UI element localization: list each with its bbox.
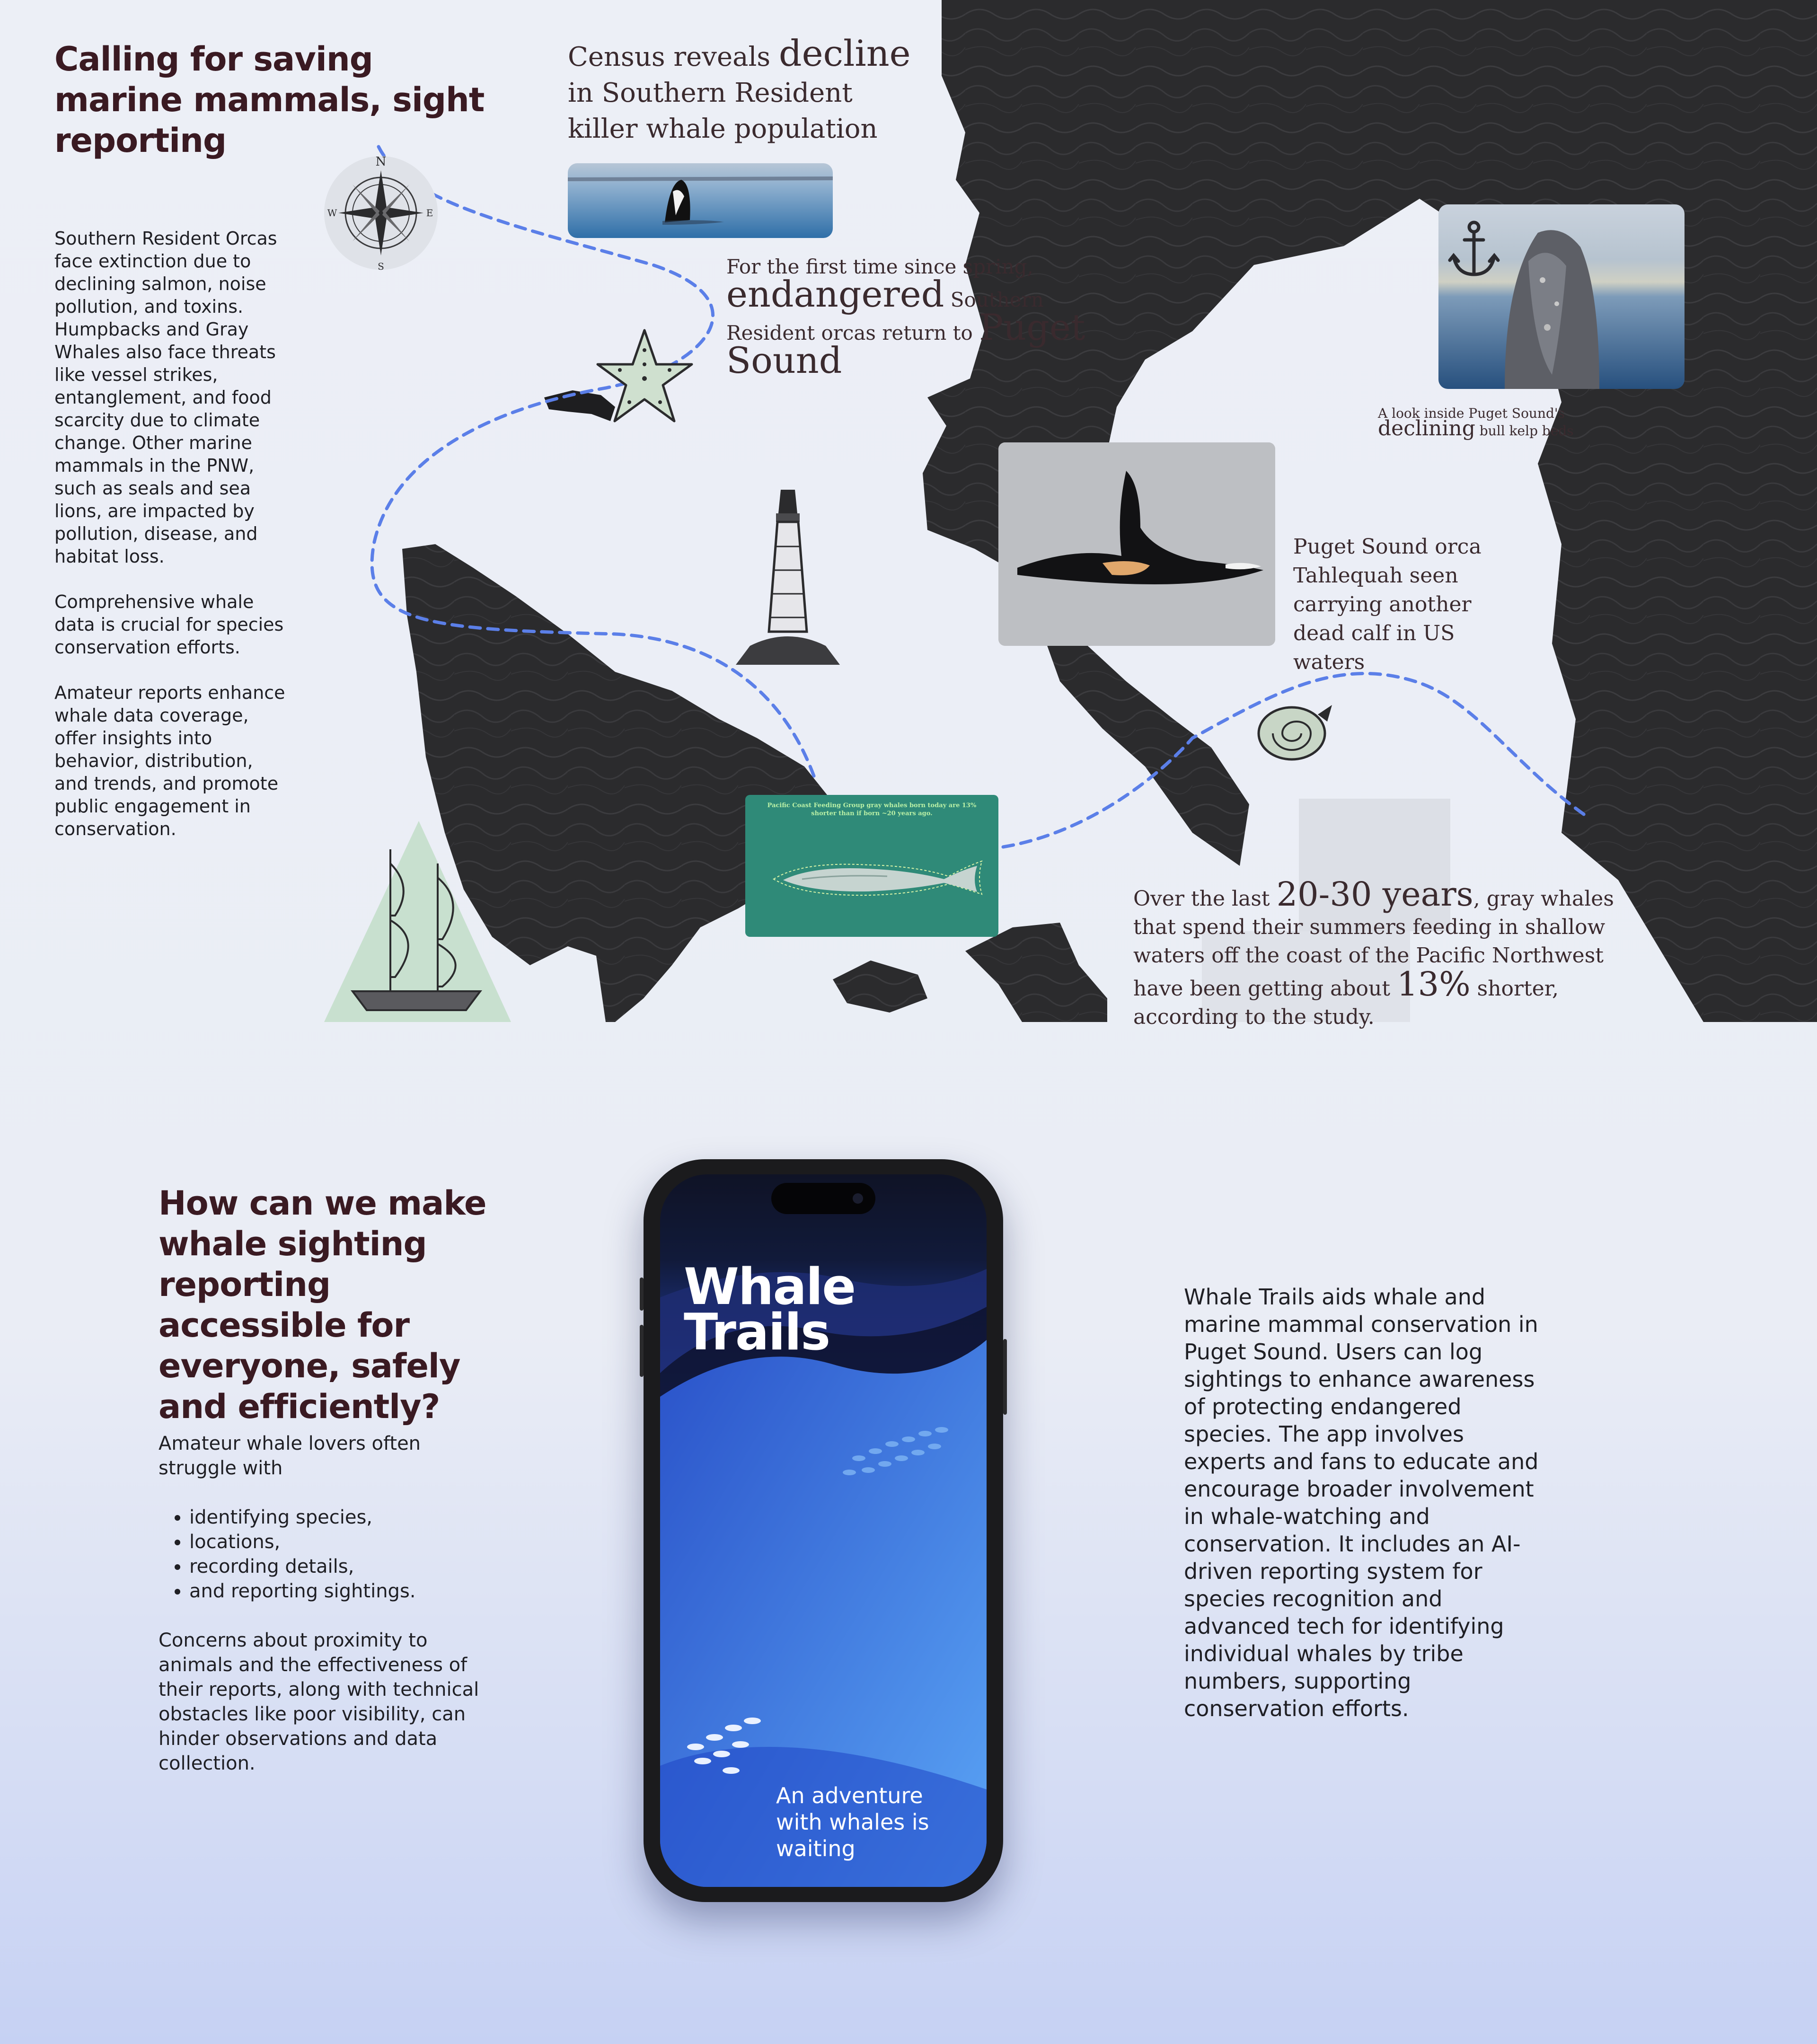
compass-west: W [327,207,337,219]
headline-emphasis: Puget Sound [726,306,1085,381]
page-title: Calling for saving marine mammals, sight reporting [54,40,485,160]
list-item: • locations, [189,1530,499,1554]
headline-census [568,32,918,147]
compass-south: S [378,261,384,272]
starfish-icon [594,326,696,428]
headline-kelp [1378,406,1596,439]
land-island-south [965,923,1107,1022]
compass-east: E [426,207,433,219]
phone-side-button [640,1278,644,1311]
phone-side-button [1003,1339,1007,1415]
app-splash-screen [660,1174,987,1887]
land-island-southwest [833,960,927,1013]
headline-text: bull kelp beds [1475,423,1574,439]
app-tagline: An adventure with whales is waiting [776,1783,929,1861]
question-concerns: Concerns about proximity to animals and the effectiveness of their reports, along with technical obstacles like poor visibility, can hinder observations and data collection. [159,1630,479,1774]
lighthouse-icon [736,485,840,667]
headline-emphasis: declining [1378,416,1475,441]
headline-emphasis: 13% [1397,965,1471,1004]
camera-icon [853,1193,863,1204]
app-title [684,1258,856,1361]
dynamic-island [771,1183,875,1214]
anchor-icon [1448,219,1500,280]
compass-icon [322,151,440,274]
struggle-list [159,1505,499,1603]
headline-text: Southern Resident orcas return to [726,288,1044,344]
intro-paragraph: Amateur reports enhance whale data coverage, offer insights into behavior, distribution, and trends, and promote public engagement in conservation. [54,682,285,839]
headline-text: shorter, according to the study. [1133,977,1559,1029]
headline-tahlequah: Puget Sound orca Tahlequah seen carrying another dead calf in US waters [1293,535,1482,674]
list-item: • and reporting sightings. [189,1579,499,1603]
headline-emphasis: decline [778,32,911,74]
orca-breach-photo [568,163,833,238]
compass-north: N [375,155,387,169]
list-item: • recording details, [189,1554,499,1579]
headline-text: in Southern Resident killer whale population [568,78,878,144]
intro-text [54,227,291,863]
app-title-line: Trails [684,1303,830,1361]
headline-text: , gray whales that spend their summers feeding in shallow waters off the coast of the Pacific Northwest have been getting about [1133,887,1614,1001]
question-title: How can we make whale sighting reporting accessible for everyone, safely and efficiently? [159,1184,486,1426]
headline-text: A look inside Puget Sound's [1378,405,1565,421]
headline-text: Census reveals [568,42,779,72]
seashell-icon [1252,696,1337,766]
sailboat-icon [324,821,511,1022]
headline-emphasis: endangered [726,273,944,315]
phone-mockup [644,1159,1003,1902]
intro-paragraph: Southern Resident Orcas face extinction due to declining salmon, noise pollution, and toxins. Humpbacks and Gray Whales also face threats like vessel strikes, entanglement, and food scarcity due to climate change. Other marine mammals in the PNW, such as seals and sea lions, are impacted by pollution, disease, and habitat loss. [54,228,277,567]
phone-side-button [640,1325,644,1377]
headline-text: Over the last [1133,887,1277,911]
intro-paragraph: Comprehensive whale data is crucial for species conservation efforts. [54,591,284,658]
headline-endangered [726,253,1133,380]
headline-text: For the first time since spring, [726,255,1033,278]
orca-tahlequah-photo [998,442,1275,646]
app-title-line: Whale [684,1258,856,1316]
question-body [159,1431,499,1800]
question-intro: Amateur whale lovers often struggle with [159,1433,421,1479]
headline-graywhale [1133,875,1644,1031]
infographic-caption: Pacific Coast Feeding Group gray whales born today are 13% shorter than if born ~20 years ago. [767,802,977,817]
app-description: Whale Trails aids whale and marine mammal conservation in Puget Sound. Users can log sightings to enhance awareness of protecting endangered species. The app involves experts and fans to educate and encourage broader involvement in whale-watching and conservation. It includes an AI-driven reporting system for species recognition and advanced tech for identifying individual whales by tribe numbers, supporting conservation efforts. [1184,1284,1539,1721]
headline-emphasis: 20-30 years [1276,875,1473,914]
gray-whale-infographic [745,795,998,937]
list-item: • identifying species, [189,1505,499,1530]
